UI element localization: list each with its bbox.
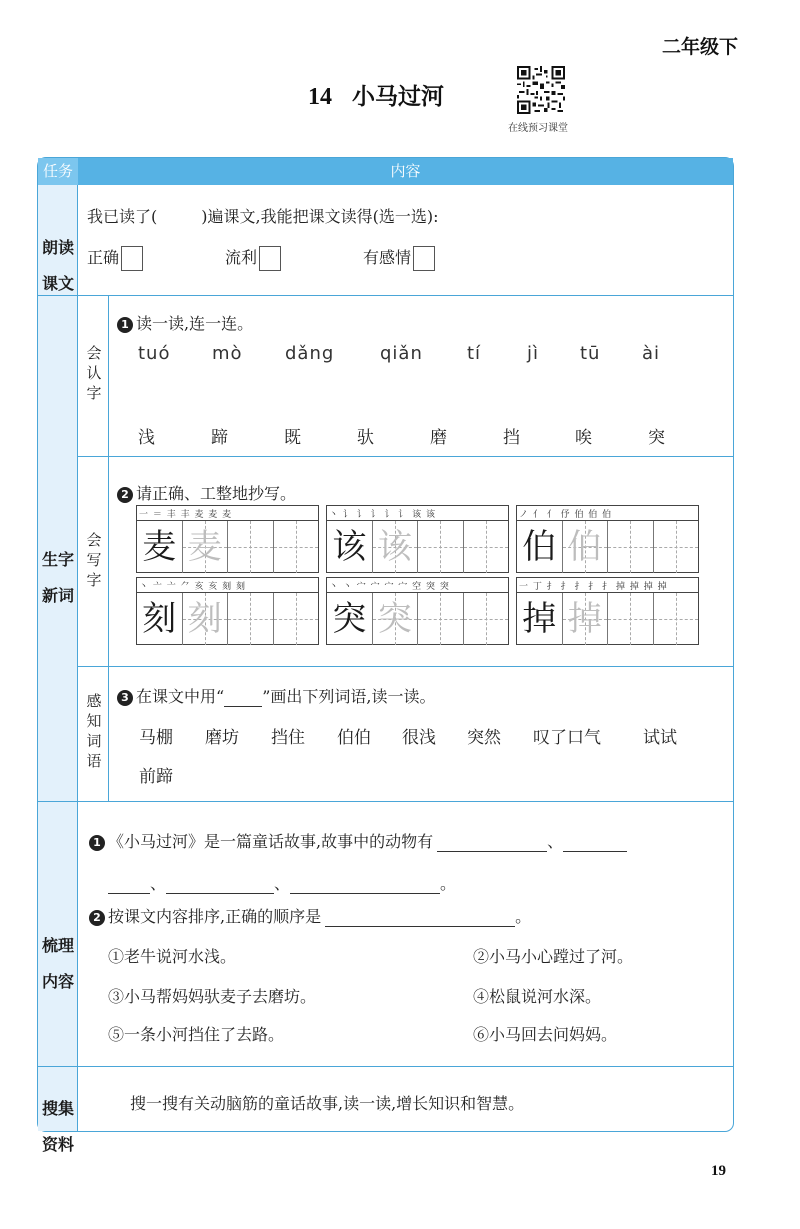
- lesson-title: [308, 78, 444, 111]
- writing-card-bo: [516, 505, 699, 573]
- label-words-1: 生字: [41, 550, 74, 569]
- answer-blank[interactable]: [437, 834, 547, 852]
- sublabel-perceive: 感 知 词 语: [86, 692, 102, 770]
- writing-card-tu: [326, 577, 509, 645]
- blank-writing-cell[interactable]: [654, 521, 699, 573]
- word-item[interactable]: 磨坊: [205, 728, 239, 748]
- sublabel-write: 会 写 字: [86, 531, 102, 589]
- trace-char[interactable]: 刻: [187, 599, 222, 639]
- char-item[interactable]: 唉: [575, 428, 592, 448]
- sort-question-2: 2 按课文内容排序,正确的顺序是 。: [89, 904, 531, 927]
- blank-writing-cell[interactable]: [418, 521, 464, 573]
- char-item[interactable]: 驮: [357, 428, 374, 448]
- option-fluent-checkbox[interactable]: [259, 246, 281, 271]
- blank-writing-cell[interactable]: [608, 521, 654, 573]
- answer-blank[interactable]: [325, 909, 515, 927]
- header-task: 任务: [38, 158, 78, 185]
- pinyin-item[interactable]: ài: [642, 343, 661, 364]
- pinyin-item[interactable]: tū: [580, 343, 601, 364]
- read-times-line: 我已读了( )遍课文,我能把课文读得(选一选):: [87, 207, 439, 226]
- blank-writing-cell[interactable]: [464, 521, 509, 573]
- stroke-order: 一 ＝ 丰 丰 麦 麦 麦: [139, 510, 233, 520]
- blank-writing-cell[interactable]: [464, 593, 509, 645]
- label-sort-2: 内容: [41, 972, 74, 991]
- option-fluent: 流利: [225, 245, 281, 271]
- trace-char[interactable]: 伯: [567, 527, 602, 567]
- blank-writing-cell[interactable]: [274, 593, 319, 645]
- grade-label: 二年级下: [661, 36, 738, 58]
- char-item[interactable]: 浅: [138, 428, 155, 448]
- stroke-order: 丶 亠 亠 ⺈ 亥 亥 刻 刻: [139, 582, 247, 592]
- label-read-2: 课文: [41, 274, 74, 293]
- number-marker-1: 1: [117, 317, 133, 333]
- sub-column-divider: [108, 295, 109, 801]
- answer-blank[interactable]: [290, 876, 440, 894]
- trace-char[interactable]: 突: [377, 599, 412, 639]
- sort-question-1-cont: 、 、 。: [108, 871, 456, 894]
- option-correct: 正确: [87, 245, 143, 271]
- blank-writing-cell[interactable]: [274, 521, 319, 573]
- row-divider: [38, 295, 733, 296]
- pinyin-item[interactable]: jì: [527, 343, 540, 364]
- word-item[interactable]: 挡住: [271, 728, 305, 748]
- number-marker-2: 2: [117, 487, 133, 503]
- sort-item: ⑥小马回去问妈妈。: [473, 1025, 618, 1044]
- table-header: [38, 158, 733, 185]
- number-marker-2: 2: [89, 910, 105, 926]
- lesson-title-text: 小马过河: [352, 84, 444, 110]
- word-item[interactable]: 叹了口气: [533, 728, 601, 748]
- stroke-order: ノ 亻 亻 伃 伯 伯 伯: [519, 510, 613, 520]
- word-item[interactable]: 马棚: [139, 728, 173, 748]
- recognize-instruction: 1 读一读,连一连。: [117, 311, 253, 334]
- sublabel-recognize: 会 认 字: [86, 344, 102, 402]
- sort-item: ④松鼠说河水深。: [473, 987, 602, 1006]
- writing-card-ke: [136, 577, 319, 645]
- blank-writing-cell[interactable]: [608, 593, 654, 645]
- blank-writing-cell[interactable]: [654, 593, 699, 645]
- writing-card-mai: [136, 505, 319, 573]
- sub-row-divider: [78, 456, 733, 457]
- pinyin-item[interactable]: tuó: [138, 343, 171, 364]
- label-read-1: 朗读: [41, 238, 74, 257]
- pinyin-item[interactable]: qiǎn: [380, 343, 423, 364]
- trace-char[interactable]: 该: [377, 527, 412, 567]
- pinyin-item[interactable]: mò: [212, 343, 243, 364]
- answer-blank[interactable]: [166, 876, 274, 894]
- blank-writing-cell[interactable]: [228, 593, 274, 645]
- qr-code-icon[interactable]: [517, 66, 565, 114]
- word-item[interactable]: 试试: [643, 728, 677, 748]
- model-char: 掉: [522, 599, 557, 639]
- number-marker-1: 1: [89, 835, 105, 851]
- blank-writing-cell[interactable]: [418, 593, 464, 645]
- writing-card-gai: [326, 505, 509, 573]
- word-item[interactable]: 前蹄: [139, 767, 173, 787]
- trace-char[interactable]: 麦: [187, 527, 222, 567]
- stroke-order: 丶 讠 讠 讠 讠 讠 该 该: [329, 510, 437, 520]
- task-label-column: [38, 185, 78, 1154]
- model-char: 突: [332, 599, 367, 639]
- row-divider: [38, 801, 733, 802]
- answer-blank[interactable]: [108, 876, 150, 894]
- char-item[interactable]: 突: [648, 428, 665, 448]
- option-emotion: 有感情: [363, 245, 435, 271]
- model-char: 伯: [522, 527, 557, 567]
- char-item[interactable]: 挡: [503, 428, 520, 448]
- char-item[interactable]: 磨: [430, 428, 447, 448]
- label-sort-1: 梳理: [41, 936, 74, 955]
- number-marker-3: 3: [117, 690, 133, 706]
- page-number: 19: [711, 1163, 726, 1179]
- sort-item: ③小马帮妈妈驮麦子去磨坊。: [108, 987, 317, 1006]
- stroke-order: 丶 丶 宀 宀 宀 宀 空 突 突: [329, 582, 450, 592]
- sort-question-1: 1 《小马过河》是一篇童话故事,故事中的动物有 、: [89, 829, 627, 852]
- label-collect-1: 搜集: [41, 1099, 74, 1118]
- label-words-2: 新词: [41, 586, 74, 605]
- blank-writing-cell[interactable]: [228, 521, 274, 573]
- row-divider: [38, 1066, 733, 1067]
- sub-row-divider: [78, 666, 733, 667]
- sort-item: ②小马小心蹚过了河。: [473, 947, 634, 966]
- option-correct-checkbox[interactable]: [121, 246, 143, 271]
- stroke-order: 一 丁 扌 扌 扌 扌 扌 掉 掉 掉 掉: [519, 582, 668, 592]
- perceive-instruction: 3 在课文中用“ ”画出下列词语,读一读。: [117, 684, 435, 707]
- writing-card-diao: [516, 577, 699, 645]
- header-content: 内容: [390, 162, 421, 180]
- answer-blank[interactable]: [563, 834, 627, 852]
- sort-item: ①老牛说河水浅。: [108, 947, 237, 966]
- char-item[interactable]: 既: [284, 428, 301, 448]
- label-collect-2: 资料: [41, 1135, 74, 1154]
- qr-caption: 在线预习课堂: [508, 123, 568, 134]
- trace-char[interactable]: 掉: [567, 599, 602, 639]
- model-char: 麦: [142, 527, 177, 567]
- underline-sample: [224, 689, 262, 707]
- word-item[interactable]: 突然: [467, 728, 501, 748]
- sort-item: ⑤一条小河挡住了去路。: [108, 1025, 285, 1044]
- model-char: 刻: [142, 599, 177, 639]
- word-item[interactable]: 伯伯: [337, 728, 371, 748]
- pinyin-item[interactable]: tí: [467, 343, 482, 364]
- model-char: 该: [332, 527, 367, 567]
- write-instruction: 2 请正确、工整地抄写。: [117, 481, 296, 504]
- option-emotion-checkbox[interactable]: [413, 246, 435, 271]
- lesson-number: 14: [308, 84, 332, 110]
- pinyin-item[interactable]: dǎng: [285, 343, 335, 364]
- collect-text: 搜一搜有关动脑筋的童话故事,读一读,增长知识和智慧。: [130, 1094, 525, 1113]
- char-item[interactable]: 蹄: [211, 428, 228, 448]
- word-item[interactable]: 很浅: [402, 728, 436, 748]
